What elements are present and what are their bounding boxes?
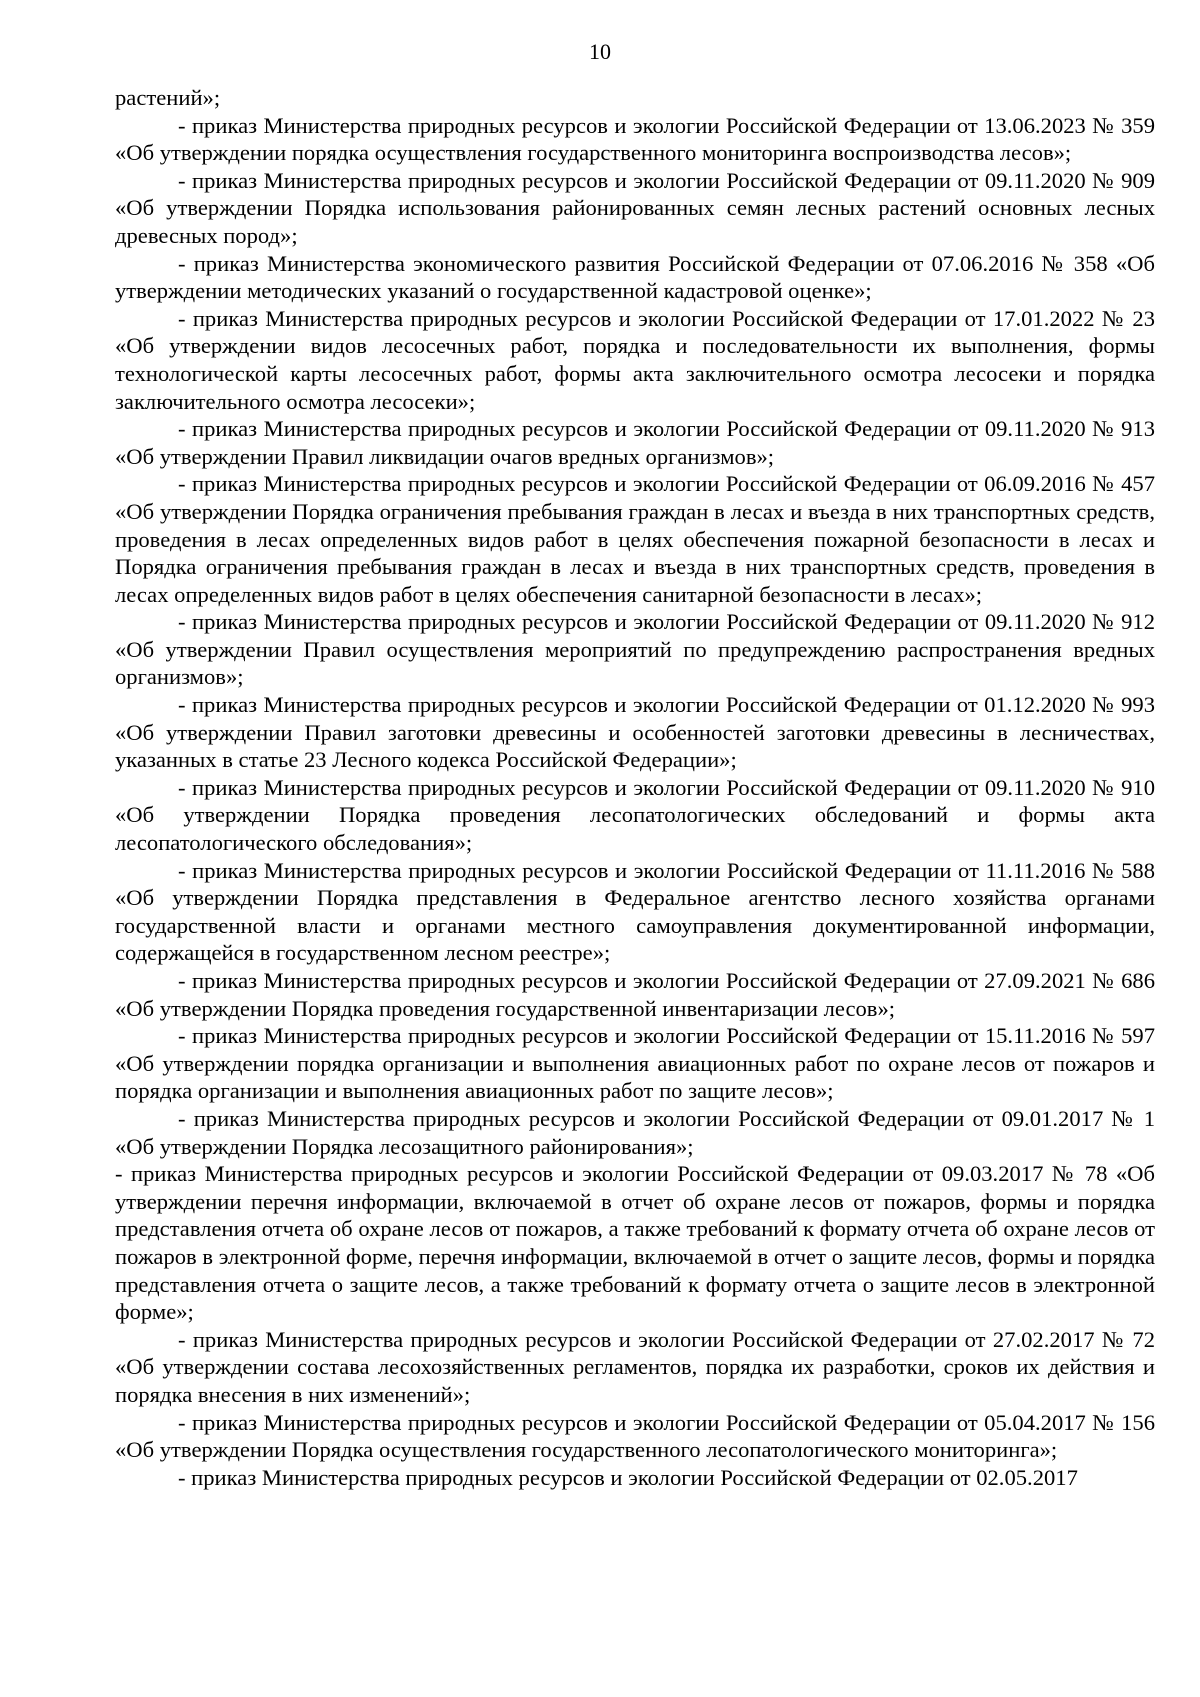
page-number: 10 — [589, 39, 611, 64]
paragraph: - приказ Министерства природных ресурсов и экологии Российской Федерации от 27.09.2021 № 686 «Об утверждении Порядка проведения государственной инвентаризации лесов»; — [115, 968, 1155, 1021]
paragraph: - приказ Министерства природных ресурсов и экологии Российской Федерации от 09.11.2020 № 909 «Об утверждении Порядка использования районированных семян лесных растений основных лесных древесных пород»; — [115, 167, 1155, 248]
paragraph: - приказ Министерства природных ресурсов и экологии Российской Федерации от 13.06.2023 № 359 «Об утверждении порядка осуществления государственного мониторинга воспроизводства лесов»; — [115, 112, 1155, 166]
paragraph: - приказ Министерства природных ресурсов и экологии Российской Федерации от 15.11.2016 № 597 «Об утверждении порядка организации и выполнения авиационных работ по охране лесов от пожаров и порядка организации и выполнения авиационных работ по защите лесов»; — [115, 1023, 1155, 1104]
paragraph: - приказ Министерства природных ресурсов и экологии Российской Федерации от 11.11.2016 № 588 «Об утверждении Порядка представления в Федеральное агентство лесного хозяйства органами государственной власти и органами местного самоуправления документированной информации, содержащейся в государственном лесном реестре»; — [115, 857, 1155, 966]
paragraph: - приказ Министерства природных ресурсов и экологии Российской Федерации от 09.01.2017 № 1 «Об утверждении Порядка лесозащитного районирования»; — [115, 1105, 1155, 1159]
paragraph: - приказ Министерства природных ресурсов и экологии Российской Федерации от 09.03.2017 № 78 «Об утверждении перечня информации, включаемой в отчет об охране лесов от пожаров, формы и порядка представления отчета об охране лесов от пожаров, а также требований к формату отчета об охране лесов от пожаров в электронной форме, перечня информации, включаемой в отчет о защите лесов, формы и порядка представления отчета о защите лесов, а также требований к формату отчета о защите лесов в электронной форме»; — [115, 1161, 1155, 1325]
paragraph: растений»; — [115, 85, 221, 110]
paragraph: - приказ Министерства природных ресурсов и экологии Российской Федерации от 06.09.2016 № 457 «Об утверждении Порядка ограничения пребывания граждан в лесах и въезда в них транспортных средств, проведения в лесах определенных видов работ в целях обеспечения пожарной безопасности в лесах и Порядка ограничения пребывания граждан в лесах и въезда в них транспортных средств, проведения в лесах определенных видов работ в целях обеспечения санитарной безопасности в лесах»; — [115, 471, 1155, 607]
paragraph: - приказ Министерства природных ресурсов и экологии Российской Федерации от 09.11.2020 № 912 «Об утверждении Правил осуществления мероприятий по предупреждению распространения вредных организмов»; — [115, 609, 1155, 690]
paragraph: - приказ Министерства природных ресурсов и экологии Российской Федерации от 09.11.2020 № 910 «Об утверждении Порядка проведения лесопатологических обследований и формы акта лесопатологического обследования»; — [115, 774, 1155, 856]
paragraph: - приказ Министерства природных ресурсов и экологии Российской Федерации от 17.01.2022 № 23 «Об утверждении видов лесосечных работ, порядка и последовательности их выполнения, формы технологической карты лесосечных работ, формы акта заключительного осмотра лесосеки и порядка заключительного осмотра лесосеки»; — [115, 305, 1155, 414]
paragraph: - приказ Министерства экономического развития Российской Федерации от 07.06.2016 № 358 «Об утверждении методических указаний о государственной кадастровой оценке»; — [115, 250, 1155, 304]
paragraph: - приказ Министерства природных ресурсов и экологии Российской Федерации от 02.05.2017 — [178, 1464, 1078, 1490]
paragraph: - приказ Министерства природных ресурсов и экологии Российской Федерации от 01.12.2020 № 993 «Об утверждении Правил заготовки древесины и особенностей заготовки древесины в лесничествах, указанных в статье 23 Лесного кодекса Российской Федерации»; — [115, 692, 1155, 773]
paragraph: - приказ Министерства природных ресурсов и экологии Российской Федерации от 09.11.2020 № 913 «Об утверждении Правил ликвидации очагов вредных организмов»; — [115, 416, 1155, 469]
paragraph: - приказ Министерства природных ресурсов и экологии Российской Федерации от 27.02.2017 № 72 «Об утверждении состава лесохозяйственных регламентов, порядка их разработки, сроков их действия и порядка внесения в них изменений»; — [115, 1326, 1155, 1407]
document-body — [115, 84, 1155, 1491]
paragraph: - приказ Министерства природных ресурсов и экологии Российской Федерации от 05.04.2017 № 156 «Об утверждении Порядка осуществления государственного лесопатологического мониторинга»; — [115, 1409, 1155, 1463]
